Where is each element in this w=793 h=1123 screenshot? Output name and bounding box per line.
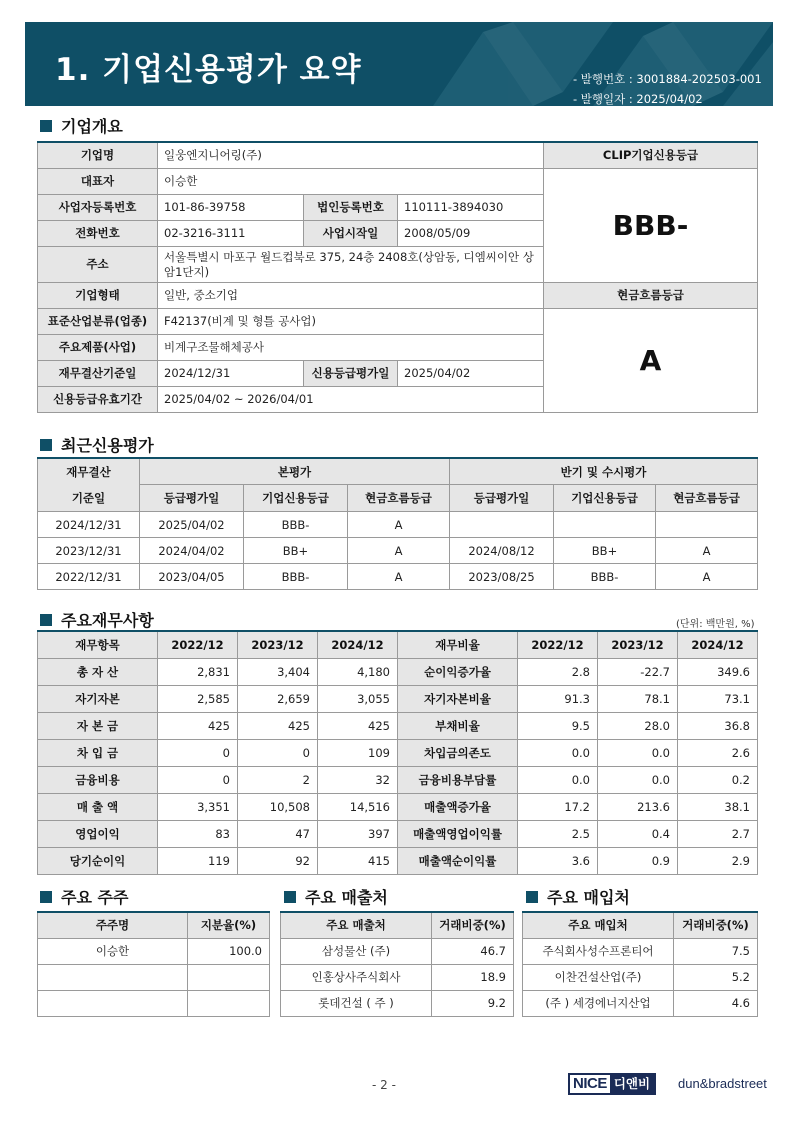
- value-phone: 02-3216-3111: [158, 220, 304, 246]
- label-start: 사업시작일: [304, 220, 398, 246]
- shareholders-share: [188, 964, 270, 990]
- recent-subheader: 기업신용등급: [244, 485, 348, 512]
- recent-subheader: 현금흐름등급: [348, 485, 450, 512]
- group-main: 본평가: [140, 458, 450, 485]
- finance-row-label: 차입금의존도: [398, 739, 518, 766]
- shareholders-name: [38, 964, 188, 990]
- shareholders-share: [188, 990, 270, 1016]
- customers-name: 인홍상사주식회사: [281, 964, 432, 990]
- square-bullet-icon: [40, 891, 52, 903]
- label-ceo: 대표자: [38, 168, 158, 194]
- clip-grade-value: BBB-: [544, 168, 758, 282]
- value-start: 2008/05/09: [398, 220, 544, 246]
- finance-value: 38.1: [678, 793, 758, 820]
- shareholders-header: 주주명: [38, 912, 188, 938]
- value-fiscal: 2024/12/31: [158, 360, 304, 386]
- table-row: [38, 685, 758, 712]
- issue-number: - 발행번호 : 3001884-202503-001: [573, 72, 762, 86]
- table-row: [38, 538, 758, 564]
- suppliers-table: [522, 911, 758, 1017]
- col-fiscal: [38, 458, 140, 512]
- table-row: [38, 512, 758, 538]
- finance-value: 119: [158, 847, 238, 874]
- finance-value: 415: [318, 847, 398, 874]
- finance-value: 28.0: [598, 712, 678, 739]
- recent-cell: [554, 512, 656, 538]
- finance-header: 2023/12: [238, 631, 318, 658]
- finance-value: 0.4: [598, 820, 678, 847]
- recent-subheader: 등급평가일: [140, 485, 244, 512]
- table-row: [38, 766, 758, 793]
- suppliers-share: 4.6: [674, 990, 758, 1016]
- finance-value: 0: [158, 739, 238, 766]
- suppliers-header: 거래비중(%): [674, 912, 758, 938]
- finance-value: 3,055: [318, 685, 398, 712]
- page-header: [25, 22, 773, 106]
- finance-value: 2,831: [158, 658, 238, 685]
- suppliers-name: 이찬건설산업(주): [523, 964, 674, 990]
- table-row: [38, 847, 758, 874]
- finance-value: 213.6: [598, 793, 678, 820]
- table-row: [38, 793, 758, 820]
- finance-value: 3,351: [158, 793, 238, 820]
- recent-subheader: 기업신용등급: [554, 485, 656, 512]
- value-ceo: 이승한: [158, 168, 544, 194]
- dun-bradstreet-logo: dun&bradstreet: [678, 1076, 767, 1091]
- value-company: 일웅엔지니어링(주): [158, 142, 544, 168]
- label-cash-grade: 현금흐름등급: [544, 282, 758, 308]
- issue-date: - 발행일자 : 2025/04/02: [573, 92, 703, 106]
- label-address: 주소: [38, 246, 158, 282]
- section-customers-heading: [282, 885, 388, 908]
- recent-cell: A: [656, 538, 758, 564]
- col-fiscal-line2: 기준일: [71, 491, 106, 505]
- nice-dnb-logo: [568, 1073, 656, 1095]
- finance-value: 9.5: [518, 712, 598, 739]
- value-rating-date: 2025/04/02: [398, 360, 544, 386]
- table-row: [38, 964, 270, 990]
- customers-share: 9.2: [432, 990, 514, 1016]
- finance-row-label: 매출액영업이익률: [398, 820, 518, 847]
- finance-value: 0.0: [518, 739, 598, 766]
- customers-share: 46.7: [432, 938, 514, 964]
- recent-cell: 2022/12/31: [38, 564, 140, 590]
- finance-value: 2,585: [158, 685, 238, 712]
- overview-table: [37, 141, 758, 413]
- recent-cell: BB+: [554, 538, 656, 564]
- shareholders-header: 지분율(%): [188, 912, 270, 938]
- shareholders-name: [38, 990, 188, 1016]
- finance-value: 2.9: [678, 847, 758, 874]
- recent-cell: 2023/12/31: [38, 538, 140, 564]
- recent-cell: A: [348, 538, 450, 564]
- label-industry: 표준산업분류(업종): [38, 308, 158, 334]
- finance-value: 397: [318, 820, 398, 847]
- finance-row-label: 차 입 금: [38, 739, 158, 766]
- section-title: 주요 주주: [61, 888, 129, 907]
- customers-header: 거래비중(%): [432, 912, 514, 938]
- section-title: 기업개요: [61, 117, 123, 136]
- customers-share: 18.9: [432, 964, 514, 990]
- value-address: 서울특별시 마포구 월드컵북로 375, 24층 2408호(상암동, 디엠씨이안 상암1단지): [158, 246, 544, 282]
- recent-rating-table: [37, 457, 758, 590]
- finance-header: 2023/12: [598, 631, 678, 658]
- suppliers-name: 주식회사성수프론티어: [523, 938, 674, 964]
- label-type: 기업형태: [38, 282, 158, 308]
- finance-row-label: 순이익증가율: [398, 658, 518, 685]
- suppliers-name: (주 ) 세경에너지산업: [523, 990, 674, 1016]
- table-row: [523, 938, 758, 964]
- table-row: [38, 658, 758, 685]
- value-bizno: 101-86-39758: [158, 194, 304, 220]
- finance-value: 92: [238, 847, 318, 874]
- suppliers-share: 7.5: [674, 938, 758, 964]
- finance-value: 109: [318, 739, 398, 766]
- table-header-row: [281, 912, 514, 938]
- finance-value: 2,659: [238, 685, 318, 712]
- finance-value: 2.7: [678, 820, 758, 847]
- page-title: 1. 기업신용평가 요약: [55, 52, 362, 88]
- finance-unit: (단위: 백만원, %): [676, 619, 755, 630]
- section-shareholders-heading: [38, 885, 128, 908]
- section-title: 최근신용평가: [61, 436, 154, 455]
- recent-cell: [656, 512, 758, 538]
- section-title: 주요재무사항: [61, 611, 154, 630]
- finance-row-label: 금융비용: [38, 766, 158, 793]
- recent-cell: 2023/08/25: [450, 564, 554, 590]
- recent-cell: BB+: [244, 538, 348, 564]
- square-bullet-icon: [40, 439, 52, 451]
- recent-cell: [450, 512, 554, 538]
- square-bullet-icon: [40, 614, 52, 626]
- square-bullet-icon: [284, 891, 296, 903]
- table-header-row: [523, 912, 758, 938]
- label-product: 주요제품(사업): [38, 334, 158, 360]
- shareholders-name: 이승한: [38, 938, 188, 964]
- value-product: 비계구조물해체공사: [158, 334, 544, 360]
- finance-value: 2.5: [518, 820, 598, 847]
- finance-value: 3.6: [518, 847, 598, 874]
- finance-header: 2022/12: [518, 631, 598, 658]
- customers-header: 주요 매출처: [281, 912, 432, 938]
- recent-cell: 2025/04/02: [140, 512, 244, 538]
- table-row: [281, 938, 514, 964]
- finance-value: 349.6: [678, 658, 758, 685]
- finance-table: [37, 630, 758, 875]
- recent-cell: 2024/08/12: [450, 538, 554, 564]
- finance-value: 425: [318, 712, 398, 739]
- customers-table: [280, 911, 514, 1017]
- finance-value: 0.2: [678, 766, 758, 793]
- recent-cell: BBB-: [244, 512, 348, 538]
- finance-row-label: 자기자본: [38, 685, 158, 712]
- recent-cell: 2024/04/02: [140, 538, 244, 564]
- finance-header: 재무항목: [38, 631, 158, 658]
- table-row: [38, 990, 270, 1016]
- finance-value: 4,180: [318, 658, 398, 685]
- value-valid: 2025/04/02 ~ 2026/04/01: [158, 386, 544, 412]
- section-overview-heading: [38, 114, 123, 137]
- suppliers-header: 주요 매입처: [523, 912, 674, 938]
- finance-value: 425: [238, 712, 318, 739]
- finance-header: 2024/12: [318, 631, 398, 658]
- finance-value: 0: [238, 739, 318, 766]
- finance-row-label: 총 자 산: [38, 658, 158, 685]
- table-row: [281, 964, 514, 990]
- finance-row-label: 당기순이익: [38, 847, 158, 874]
- table-row: [38, 938, 270, 964]
- finance-value: 0.0: [598, 739, 678, 766]
- issue-meta: [573, 69, 762, 106]
- logo-nice-kr-text: 디앤비: [610, 1075, 654, 1093]
- customers-name: 삼성물산 (주): [281, 938, 432, 964]
- finance-value: 32: [318, 766, 398, 793]
- table-row: [281, 990, 514, 1016]
- finance-row-label: 부채비율: [398, 712, 518, 739]
- finance-value: 10,508: [238, 793, 318, 820]
- recent-cell: A: [348, 512, 450, 538]
- recent-cell: 2023/04/05: [140, 564, 244, 590]
- shareholders-table: [37, 911, 270, 1017]
- finance-value: 83: [158, 820, 238, 847]
- finance-header: 재무비율: [398, 631, 518, 658]
- finance-value: 36.8: [678, 712, 758, 739]
- finance-row-label: 자기자본비율: [398, 685, 518, 712]
- table-row: [38, 564, 758, 590]
- label-company: 기업명: [38, 142, 158, 168]
- finance-row-label: 매출액순이익률: [398, 847, 518, 874]
- section-title: 주요 매출처: [305, 888, 388, 907]
- finance-value: 2: [238, 766, 318, 793]
- customers-name: 롯데건설 ( 주 ): [281, 990, 432, 1016]
- label-fiscal: 재무결산기준일: [38, 360, 158, 386]
- recent-cell: A: [656, 564, 758, 590]
- finance-value: 2.6: [678, 739, 758, 766]
- finance-value: 0: [158, 766, 238, 793]
- label-bizno: 사업자등록번호: [38, 194, 158, 220]
- square-bullet-icon: [40, 120, 52, 132]
- finance-value: 47: [238, 820, 318, 847]
- logo-nice-text: NICE: [573, 1075, 607, 1092]
- suppliers-share: 5.2: [674, 964, 758, 990]
- recent-subheader: 등급평가일: [450, 485, 554, 512]
- section-finance-heading: [38, 608, 154, 631]
- finance-row-label: 매 출 액: [38, 793, 158, 820]
- finance-value: 14,516: [318, 793, 398, 820]
- finance-value: 2.8: [518, 658, 598, 685]
- value-corpno: 110111-3894030: [398, 194, 544, 220]
- finance-header: 2022/12: [158, 631, 238, 658]
- value-type: 일반, 중소기업: [158, 282, 544, 308]
- recent-cell: 2024/12/31: [38, 512, 140, 538]
- table-row: [38, 712, 758, 739]
- finance-value: 0.9: [598, 847, 678, 874]
- label-corpno: 법인등록번호: [304, 194, 398, 220]
- label-valid: 신용등급유효기간: [38, 386, 158, 412]
- shareholders-share: 100.0: [188, 938, 270, 964]
- finance-value: 3,404: [238, 658, 318, 685]
- label-rating-date: 신용등급평가일: [304, 360, 398, 386]
- recent-cell: BBB-: [554, 564, 656, 590]
- table-row: [38, 820, 758, 847]
- cash-grade-value: A: [544, 308, 758, 412]
- recent-cell: A: [348, 564, 450, 590]
- group-semi: 반기 및 수시평가: [450, 458, 758, 485]
- table-row: [523, 990, 758, 1016]
- finance-header: 2024/12: [678, 631, 758, 658]
- label-clip-grade: CLIP기업신용등급: [544, 142, 758, 168]
- page-number: - 2 -: [372, 1078, 396, 1092]
- label-phone: 전화번호: [38, 220, 158, 246]
- finance-value: 0.0: [518, 766, 598, 793]
- table-row: [523, 964, 758, 990]
- section-suppliers-heading: [524, 885, 630, 908]
- finance-value: 91.3: [518, 685, 598, 712]
- recent-cell: BBB-: [244, 564, 348, 590]
- finance-row-label: 매출액증가율: [398, 793, 518, 820]
- finance-row-label: 영업이익: [38, 820, 158, 847]
- finance-value: 17.2: [518, 793, 598, 820]
- finance-row-label: 자 본 금: [38, 712, 158, 739]
- table-header-row: [38, 912, 270, 938]
- section-recent-heading: [38, 433, 154, 456]
- value-industry: F42137(비계 및 형틀 공사업): [158, 308, 544, 334]
- square-bullet-icon: [526, 891, 538, 903]
- finance-value: 73.1: [678, 685, 758, 712]
- finance-value: -22.7: [598, 658, 678, 685]
- finance-value: 0.0: [598, 766, 678, 793]
- col-fiscal-line1: 재무결산: [66, 465, 111, 479]
- table-row: [38, 739, 758, 766]
- finance-value: 425: [158, 712, 238, 739]
- finance-row-label: 금융비용부담률: [398, 766, 518, 793]
- finance-value: 78.1: [598, 685, 678, 712]
- section-title: 주요 매입처: [547, 888, 630, 907]
- recent-subheader: 현금흐름등급: [656, 485, 758, 512]
